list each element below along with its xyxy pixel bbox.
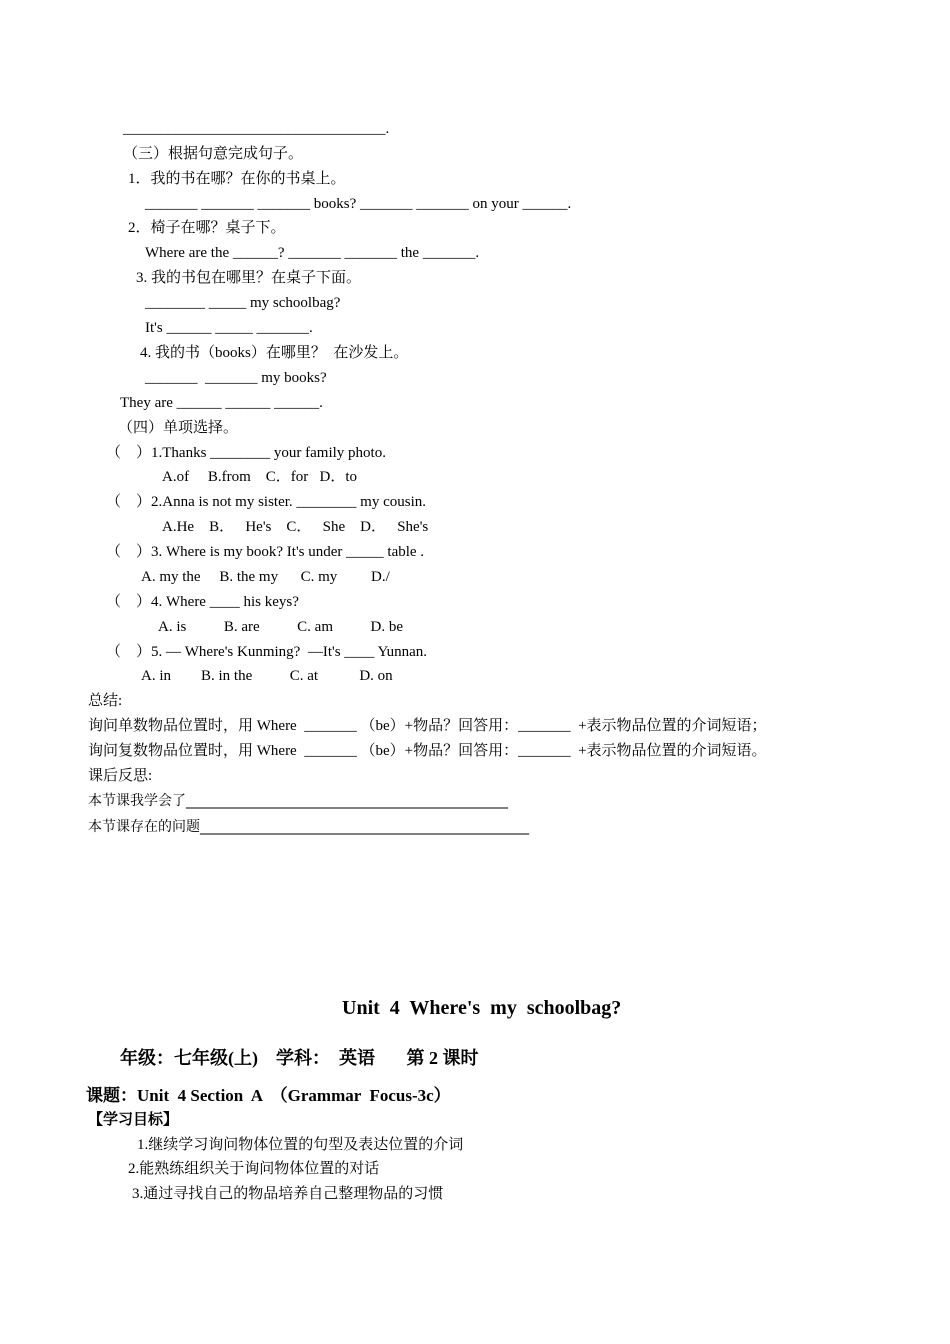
section4-q5-options: A. in B. in the C. at D. on (141, 668, 393, 684)
reflection-heading: 课后反思: (88, 768, 153, 784)
section3-heading: （三）根据句意完成句子。 (123, 146, 304, 162)
section3-q2-chinese: 2．椅子在哪？桌子下。 (128, 220, 286, 236)
section3-q4-chinese: 4. 我的书（books）在哪里？ 在沙发上。 (140, 345, 409, 361)
section3-q3-english-2: It's ______ _____ _______. (145, 320, 313, 336)
section3-q2-english: Where are the ______? _______ _______ the _______. (145, 245, 480, 261)
section4-q4-options: A. is B. are C. am D. be (158, 619, 403, 635)
section4-q3-options: A. my the B. the my C. my D./ (141, 569, 390, 585)
section4-q2-options: A.He B． He's C． She D． She's (162, 519, 429, 535)
goal-2: 2.能熟练组织关于询问物体位置的对话 (128, 1161, 380, 1177)
section3-q1-chinese: 1．我的书在哪？在你的书桌上。 (128, 171, 346, 187)
lesson-title: Unit 4 Where's my schoolbag? (342, 997, 622, 1019)
section3-q1-english: _______ _______ _______ books? _______ _______ on your ______. (145, 196, 572, 212)
reflection-problems: 本节课存在的问题_______________________________________________ (88, 819, 529, 835)
section3-q4-english-2: They are ______ ______ ______. (120, 395, 323, 411)
section4-q1-options: A.of B.from C．for D．to (162, 469, 357, 485)
section4-q2: （ ）2.Anna is not my sister. ________ my cousin. (106, 494, 426, 510)
summary-singular: 询问单数物品位置时，用 Where _______ （be）+物品？回答用：_______ +表示物品位置的介词短语； (88, 718, 767, 734)
reflection-learned: 本节课我学会了______________________________________________ (88, 793, 508, 809)
lesson-topic: 课题：Unit 4 Section A （Grammar Focus-3c） (86, 1086, 451, 1105)
section3-q3-chinese: 3. 我的书包在哪里？在桌子下面。 (136, 270, 362, 286)
section4-q4: （ ）4. Where ____ his keys? (106, 594, 299, 610)
lesson-meta: 年级：七年级(上) 学科： 英语 第 2 课时 (120, 1048, 479, 1068)
top-answer-line: ___________________________________. (123, 121, 390, 137)
section4-q3: （ ）3. Where is my book? It's under _____ table . (106, 544, 425, 560)
summary-heading: 总结: (88, 693, 123, 709)
goals-heading: 【学习目标】 (88, 1112, 179, 1128)
section4-heading: （四）单项选择。 (118, 420, 239, 436)
goal-3: 3.通过寻找自己的物品培养自己整理物品的习惯 (132, 1186, 444, 1202)
section3-q3-english-1: ________ _____ my schoolbag? (145, 295, 341, 311)
section3-q4-english-1: _______ _______ my books? (145, 370, 327, 386)
summary-plural: 询问复数物品位置时，用 Where _______ （be）+物品？回答用：_______ +表示物品位置的介词短语。 (88, 743, 767, 759)
section4-q5: （ ）5. — Where's Kunming? —It's ____ Yunnan. (106, 644, 428, 660)
section4-q1: （ ）1.Thanks ________ your family photo. (106, 445, 386, 461)
goal-1: 1.继续学习询问物体位置的句型及表达位置的介词 (137, 1137, 464, 1153)
